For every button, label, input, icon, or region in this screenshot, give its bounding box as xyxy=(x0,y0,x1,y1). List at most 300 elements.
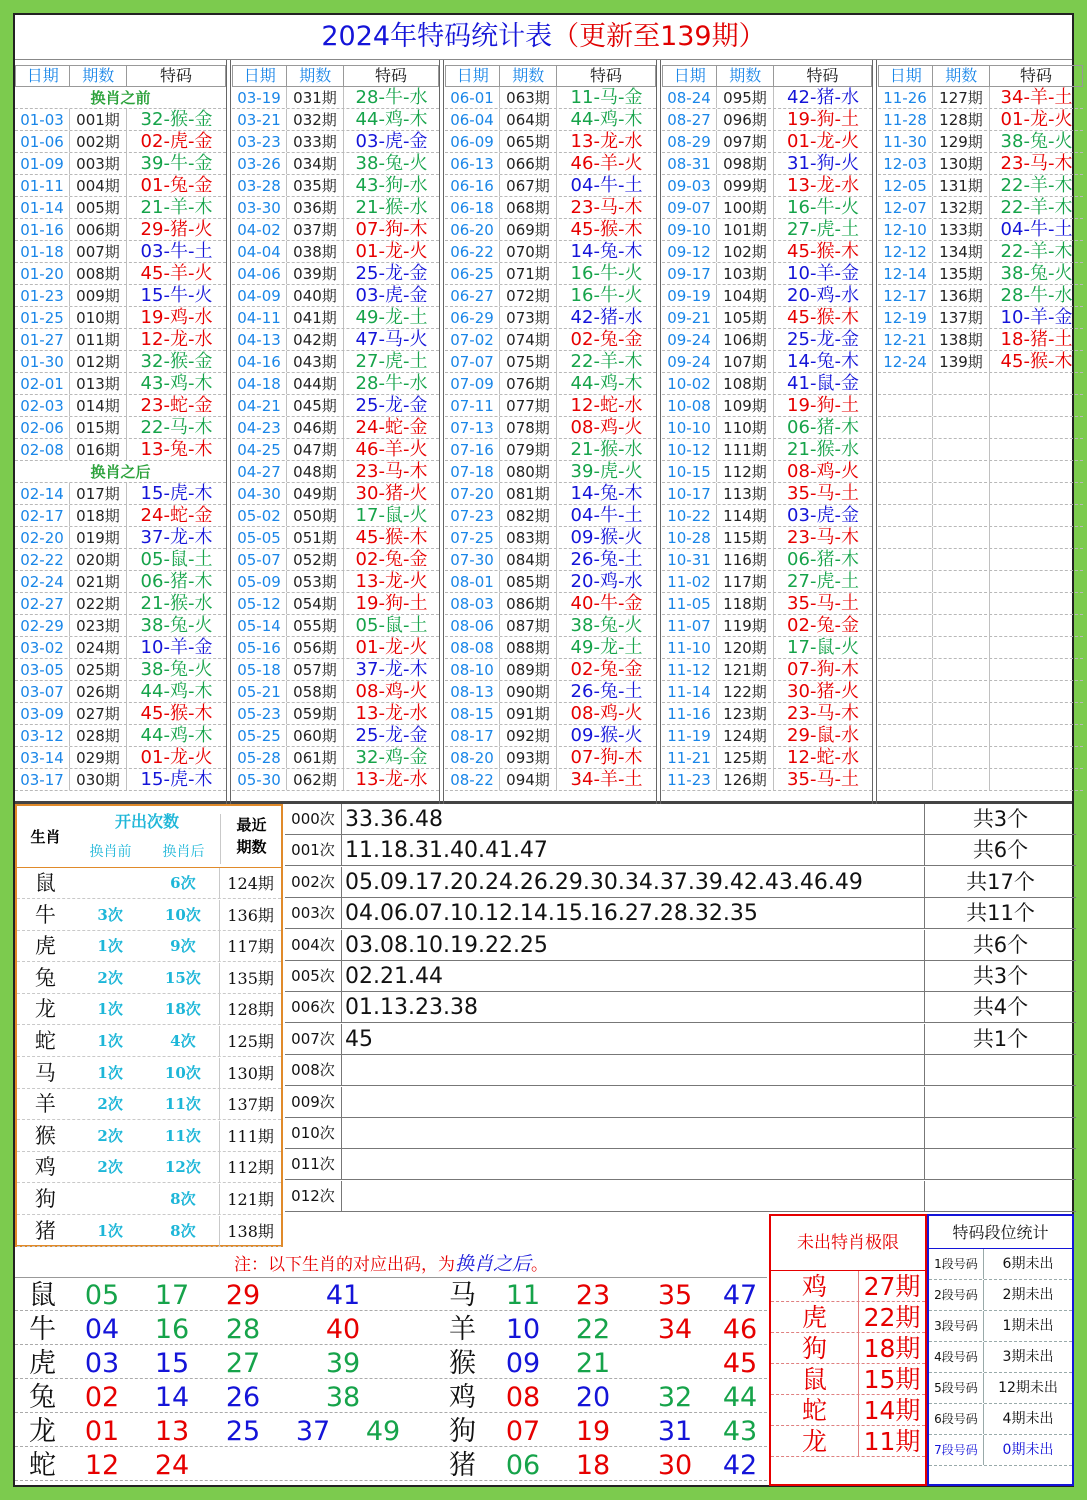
zodiac-number: 13 xyxy=(154,1416,190,1447)
draw-period: 014期 xyxy=(70,395,127,416)
count-total xyxy=(925,1181,1076,1211)
draw-date: 06-29 xyxy=(445,307,500,328)
count-key: 004次 xyxy=(285,930,342,960)
draw-period: 113期 xyxy=(717,483,774,504)
count-after: 4次 xyxy=(170,1032,196,1050)
count-key: 000次 xyxy=(285,804,342,834)
segment-value: 3期未出 xyxy=(1002,1349,1054,1365)
zodiac-name: 虎 xyxy=(34,934,56,959)
empty-cell xyxy=(933,725,990,746)
count-numbers: 02.21.44 xyxy=(342,961,925,991)
draw-period: 057期 xyxy=(287,659,344,680)
empty-row xyxy=(878,747,1083,769)
draw-period: 002期 xyxy=(70,131,127,152)
empty-cell xyxy=(990,703,1083,724)
history-row xyxy=(445,285,656,307)
empty-cell xyxy=(878,615,933,636)
zodiac-count-table xyxy=(15,804,283,1247)
history-row xyxy=(232,219,439,241)
empty-cell xyxy=(990,725,1083,746)
draw-code: 49-龙-土 xyxy=(570,637,643,658)
zodiac-count-row xyxy=(17,1121,281,1152)
history-row xyxy=(445,461,656,483)
draw-date: 07-13 xyxy=(445,417,500,438)
empty-row xyxy=(878,725,1083,747)
zodiac-number: 05 xyxy=(84,1280,120,1311)
zodiac-name: 蛇 xyxy=(34,1029,56,1053)
history-row xyxy=(232,109,439,131)
draw-code: 19-狗-土 xyxy=(355,593,428,614)
draw-date: 02-08 xyxy=(15,439,70,460)
miss-periods: 14期 xyxy=(863,1396,921,1425)
count-total: 共11个 xyxy=(966,901,1035,926)
miss-zodiac: 蛇 xyxy=(771,1395,859,1425)
draw-period: 056期 xyxy=(287,637,344,658)
empty-cell xyxy=(933,395,990,416)
history-row xyxy=(15,153,226,175)
draw-date: 04-27 xyxy=(232,461,287,482)
draw-period: 060期 xyxy=(287,725,344,746)
empty-row xyxy=(878,461,1083,483)
draw-date: 04-21 xyxy=(232,395,287,416)
history-row xyxy=(15,571,226,593)
draw-code: 35-马-土 xyxy=(787,483,859,504)
history-row xyxy=(232,87,439,109)
draw-code: 45-猴-木 xyxy=(1000,351,1073,372)
count-after: 10次 xyxy=(164,905,201,924)
history-row xyxy=(878,109,1083,131)
history-row xyxy=(445,659,656,681)
zodiac-count-row xyxy=(17,868,281,899)
draw-period: 040期 xyxy=(287,285,344,306)
segment-key: 4段号码 xyxy=(929,1342,984,1372)
draw-period: 080期 xyxy=(500,461,557,482)
draw-code: 27-虎-土 xyxy=(355,351,428,372)
draw-date: 02-17 xyxy=(15,505,70,526)
zodiac-name: 猪 xyxy=(449,1450,476,1481)
zodiac-number: 17 xyxy=(154,1280,190,1311)
count-after: 11次 xyxy=(164,1126,201,1145)
draw-period: 071期 xyxy=(500,263,557,284)
history-row xyxy=(662,285,872,307)
draw-date: 07-07 xyxy=(445,351,500,372)
draw-period: 036期 xyxy=(287,197,344,218)
history-row xyxy=(15,505,226,527)
draw-period: 011期 xyxy=(70,329,127,350)
draw-code: 19-狗-土 xyxy=(787,109,859,130)
draw-date: 04-18 xyxy=(232,373,287,394)
history-row xyxy=(232,153,439,175)
draw-date: 07-11 xyxy=(445,395,500,416)
draw-period: 008期 xyxy=(70,263,127,284)
count-before: 1次 xyxy=(97,1221,123,1240)
draw-code: 13-龙-水 xyxy=(787,175,859,196)
empty-row xyxy=(878,417,1083,439)
draw-date: 10-15 xyxy=(662,461,717,482)
draw-date: 08-17 xyxy=(445,725,500,746)
draw-code: 43-狗-水 xyxy=(355,175,428,196)
recent-period: 137期 xyxy=(219,1089,281,1119)
draw-date: 08-29 xyxy=(662,131,717,152)
draw-period: 103期 xyxy=(717,263,774,284)
empty-cell xyxy=(878,571,933,592)
draw-period: 005期 xyxy=(70,197,127,218)
draw-code: 13-龙-水 xyxy=(355,769,428,790)
draw-date: 08-31 xyxy=(662,153,717,174)
draw-date: 06-22 xyxy=(445,241,500,262)
empty-cell xyxy=(878,395,933,416)
draw-period: 096期 xyxy=(717,109,774,130)
draw-date: 08-22 xyxy=(445,769,500,790)
history-column-5 xyxy=(878,60,1083,804)
draw-date: 03-19 xyxy=(232,87,287,108)
miss-periods: 18期 xyxy=(863,1334,921,1363)
draw-code: 24-蛇-金 xyxy=(355,417,428,438)
draw-period: 062期 xyxy=(287,769,344,790)
empty-cell xyxy=(878,637,933,658)
draw-date: 02-01 xyxy=(15,373,70,394)
count-key: 011次 xyxy=(285,1149,342,1179)
draw-date: 07-25 xyxy=(445,527,500,548)
history-row xyxy=(662,637,872,659)
draw-code: 38-兔-火 xyxy=(140,659,213,680)
draw-code: 11-马-金 xyxy=(570,87,643,108)
col-recent: 最近期数 xyxy=(220,814,282,864)
empty-cell xyxy=(878,505,933,526)
col-zodiac: 生肖 xyxy=(30,828,61,846)
history-row xyxy=(445,87,656,109)
draw-code: 45-猴-木 xyxy=(140,703,213,724)
empty-cell xyxy=(990,395,1083,416)
title-main: 2024年特码统计表 xyxy=(321,21,553,52)
draw-code: 02-兔-金 xyxy=(570,329,643,350)
history-row xyxy=(232,197,439,219)
draw-date: 08-15 xyxy=(445,703,500,724)
draw-date: 03-30 xyxy=(232,197,287,218)
draw-period: 135期 xyxy=(933,263,990,284)
header-code: 特码 xyxy=(1019,66,1052,85)
draw-date: 06-27 xyxy=(445,285,500,306)
draw-date: 05-05 xyxy=(232,527,287,548)
zodiac-number: 02 xyxy=(84,1382,120,1413)
history-row xyxy=(662,681,872,703)
segment-value: 0期未出 xyxy=(1002,1442,1054,1458)
draw-date: 03-21 xyxy=(232,109,287,130)
header-period: 期数 xyxy=(717,66,773,86)
column-separator xyxy=(439,60,444,804)
zodiac-number: 08 xyxy=(505,1382,541,1413)
draw-date: 07-16 xyxy=(445,439,500,460)
draw-code: 04-牛-土 xyxy=(1000,219,1073,240)
history-row xyxy=(15,175,226,197)
draw-period: 087期 xyxy=(500,615,557,636)
recent-period: 138期 xyxy=(219,1216,281,1246)
empty-cell xyxy=(933,637,990,658)
history-row xyxy=(445,307,656,329)
empty-cell xyxy=(878,461,933,482)
draw-code: 26-兔-土 xyxy=(570,681,643,702)
draw-period: 065期 xyxy=(500,131,557,152)
draw-period: 027期 xyxy=(70,703,127,724)
empty-cell xyxy=(990,527,1083,548)
draw-code: 23-马-木 xyxy=(355,461,428,482)
history-row xyxy=(662,241,872,263)
draw-period: 098期 xyxy=(717,153,774,174)
zodiac-number: 14 xyxy=(154,1382,190,1413)
draw-date: 03-02 xyxy=(15,637,70,658)
count-before: 1次 xyxy=(97,1063,123,1082)
draw-period: 077期 xyxy=(500,395,557,416)
draw-period: 046期 xyxy=(287,417,344,438)
draw-code: 32-猴-金 xyxy=(140,109,213,130)
history-column-4 xyxy=(662,60,872,804)
zodiac-name: 鸡 xyxy=(34,1155,56,1180)
count-total: 共6个 xyxy=(972,838,1029,863)
empty-cell xyxy=(990,571,1083,592)
zodiac-number: 35 xyxy=(657,1280,693,1311)
zodiac-count-row xyxy=(17,931,281,962)
history-row xyxy=(232,307,439,329)
history-row xyxy=(662,175,872,197)
draw-date: 05-16 xyxy=(232,637,287,658)
draw-period: 043期 xyxy=(287,351,344,372)
history-column-3 xyxy=(445,60,656,804)
history-row xyxy=(662,527,872,549)
note-text: 注：以下生肖的对应出码，为 xyxy=(233,1255,455,1275)
empty-cell xyxy=(878,593,933,614)
history-row xyxy=(662,219,872,241)
history-row xyxy=(232,461,439,483)
draw-period: 009期 xyxy=(70,285,127,306)
count-row xyxy=(285,930,1076,961)
history-row xyxy=(445,615,656,637)
count-total: 共6个 xyxy=(972,932,1029,957)
count-row xyxy=(285,867,1076,898)
zodiac-name: 猴 xyxy=(34,1123,56,1148)
draw-code: 45-猴-木 xyxy=(355,527,428,548)
draw-date: 01-25 xyxy=(15,307,70,328)
draw-code: 35-马-土 xyxy=(787,593,859,614)
draw-period: 132期 xyxy=(933,197,990,218)
segment-key: 3段号码 xyxy=(929,1311,984,1341)
count-numbers xyxy=(342,1149,925,1179)
segment-value: 2期未出 xyxy=(1002,1287,1054,1303)
draw-code: 04-牛-土 xyxy=(570,505,643,526)
miss-zodiac: 狗 xyxy=(771,1333,859,1363)
draw-code: 34-羊-土 xyxy=(570,769,643,790)
history-row xyxy=(232,769,439,791)
empty-row xyxy=(878,571,1083,593)
recent-period: 130期 xyxy=(219,1058,281,1088)
draw-period: 137期 xyxy=(933,307,990,328)
history-row xyxy=(232,483,439,505)
history-row xyxy=(662,373,872,395)
empty-cell xyxy=(878,659,933,680)
history-row xyxy=(662,87,872,109)
draw-date: 10-12 xyxy=(662,439,717,460)
history-row xyxy=(662,417,872,439)
history-row xyxy=(15,131,226,153)
history-row xyxy=(15,659,226,681)
history-row xyxy=(662,549,872,571)
draw-code: 34-羊-土 xyxy=(1000,87,1073,108)
count-key: 010次 xyxy=(285,1118,342,1148)
stats-sheet xyxy=(13,13,1074,1487)
history-row xyxy=(445,329,656,351)
zodiac-number: 18 xyxy=(575,1450,611,1481)
recent-period: 121期 xyxy=(219,1184,281,1214)
draw-code: 44-鸡-木 xyxy=(570,109,643,130)
history-row xyxy=(445,109,656,131)
history-row xyxy=(15,637,226,659)
zodiac-number: 40 xyxy=(325,1314,361,1345)
empty-row xyxy=(878,593,1083,615)
title-sub: （更新至139期） xyxy=(552,21,766,52)
empty-cell xyxy=(933,747,990,768)
draw-period: 069期 xyxy=(500,219,557,240)
history-row xyxy=(232,175,439,197)
history-header xyxy=(878,65,1083,87)
history-row xyxy=(445,439,656,461)
draw-period: 086期 xyxy=(500,593,557,614)
history-row xyxy=(232,725,439,747)
note xyxy=(15,1251,767,1278)
draw-date: 01-20 xyxy=(15,263,70,284)
count-key: 003次 xyxy=(285,898,342,928)
draw-date: 12-12 xyxy=(878,241,933,262)
count-before xyxy=(74,1184,147,1214)
draw-period: 119期 xyxy=(717,615,774,636)
draw-period: 117期 xyxy=(717,571,774,592)
count-row xyxy=(285,898,1076,929)
draw-date: 04-25 xyxy=(232,439,287,460)
draw-date: 07-18 xyxy=(445,461,500,482)
draw-date: 04-23 xyxy=(232,417,287,438)
draw-date: 07-20 xyxy=(445,483,500,504)
empty-cell xyxy=(933,681,990,702)
zodiac-name: 兔 xyxy=(34,965,56,990)
draw-code: 09-猴-火 xyxy=(570,527,643,548)
zodiac-name: 兔 xyxy=(29,1382,56,1413)
draw-period: 120期 xyxy=(717,637,774,658)
draw-date: 05-07 xyxy=(232,549,287,570)
draw-date: 09-10 xyxy=(662,219,717,240)
zodiac-number: 16 xyxy=(154,1314,190,1345)
draw-date: 12-21 xyxy=(878,329,933,350)
zodiac-number: 32 xyxy=(657,1382,693,1413)
empty-cell xyxy=(933,439,990,460)
draw-code: 19-狗-土 xyxy=(787,395,859,416)
draw-date: 11-02 xyxy=(662,571,717,592)
draw-date: 12-17 xyxy=(878,285,933,306)
empty-row xyxy=(878,659,1083,681)
draw-date: 12-07 xyxy=(878,197,933,218)
miss-row xyxy=(771,1302,925,1333)
draw-code: 43-鸡-木 xyxy=(140,373,213,394)
draw-date: 12-10 xyxy=(878,219,933,240)
history-row xyxy=(445,241,656,263)
count-key: 005次 xyxy=(285,961,342,991)
history-row xyxy=(232,593,439,615)
draw-code: 10-羊-金 xyxy=(787,263,859,284)
draw-date: 01-18 xyxy=(15,241,70,262)
draw-date: 06-09 xyxy=(445,131,500,152)
draw-period: 105期 xyxy=(717,307,774,328)
history-row xyxy=(15,615,226,637)
draw-date: 11-12 xyxy=(662,659,717,680)
history-row xyxy=(232,659,439,681)
draw-code: 08-鸡-火 xyxy=(570,703,643,724)
count-row xyxy=(285,992,1076,1023)
zodiac-number: 09 xyxy=(505,1348,541,1379)
draw-period: 044期 xyxy=(287,373,344,394)
draw-period: 088期 xyxy=(500,637,557,658)
draw-code: 49-龙-土 xyxy=(355,307,428,328)
occurrence-count-table xyxy=(285,804,1076,1244)
zodiac-name: 虎 xyxy=(29,1348,56,1379)
count-total: 共3个 xyxy=(972,807,1029,831)
draw-code: 12-蛇-水 xyxy=(787,747,859,768)
zodiac-count-row xyxy=(17,1184,281,1215)
draw-date: 04-09 xyxy=(232,285,287,306)
draw-period: 039期 xyxy=(287,263,344,284)
draw-code: 45-猴-木 xyxy=(787,241,859,262)
zodiac-name: 狗 xyxy=(34,1187,56,1211)
draw-date: 03-14 xyxy=(15,747,70,768)
draw-code: 01-龙-火 xyxy=(355,637,428,658)
history-row xyxy=(445,637,656,659)
empty-cell xyxy=(878,549,933,570)
history-row xyxy=(445,681,656,703)
zodiac-number: 11 xyxy=(505,1280,541,1311)
draw-code: 27-虎-土 xyxy=(787,571,859,592)
draw-period: 090期 xyxy=(500,681,557,702)
draw-code: 23-马-木 xyxy=(570,197,643,218)
draw-period: 032期 xyxy=(287,109,344,130)
draw-code: 21-猴-水 xyxy=(355,197,428,218)
history-row xyxy=(662,153,872,175)
draw-date: 12-14 xyxy=(878,263,933,284)
miss-zodiac: 鼠 xyxy=(771,1364,859,1394)
draw-period: 121期 xyxy=(717,659,774,680)
draw-date: 05-30 xyxy=(232,769,287,790)
draw-code: 28-牛-水 xyxy=(355,373,428,394)
draw-code: 30-猪-火 xyxy=(787,681,859,702)
draw-date: 06-18 xyxy=(445,197,500,218)
draw-period: 099期 xyxy=(717,175,774,196)
draw-code: 02-兔-金 xyxy=(570,659,643,680)
history-header xyxy=(445,65,656,87)
draw-code: 14-兔-木 xyxy=(570,241,643,262)
draw-code: 17-鼠-火 xyxy=(787,637,859,658)
draw-code: 03-虎-金 xyxy=(355,285,428,306)
draw-date: 01-14 xyxy=(15,197,70,218)
zodiac-name: 鸡 xyxy=(449,1382,476,1413)
draw-date: 09-24 xyxy=(662,351,717,372)
count-numbers xyxy=(342,1055,925,1085)
empty-row xyxy=(878,681,1083,703)
empty-row xyxy=(878,505,1083,527)
draw-code: 20-鸡-水 xyxy=(570,571,643,592)
count-key: 002次 xyxy=(285,867,342,897)
draw-date: 06-01 xyxy=(445,87,500,108)
draw-date: 11-23 xyxy=(662,769,717,790)
empty-cell xyxy=(933,461,990,482)
draw-period: 123期 xyxy=(717,703,774,724)
history-row xyxy=(662,769,872,791)
draw-period: 047期 xyxy=(287,439,344,460)
zodiac-number: 04 xyxy=(84,1314,120,1345)
